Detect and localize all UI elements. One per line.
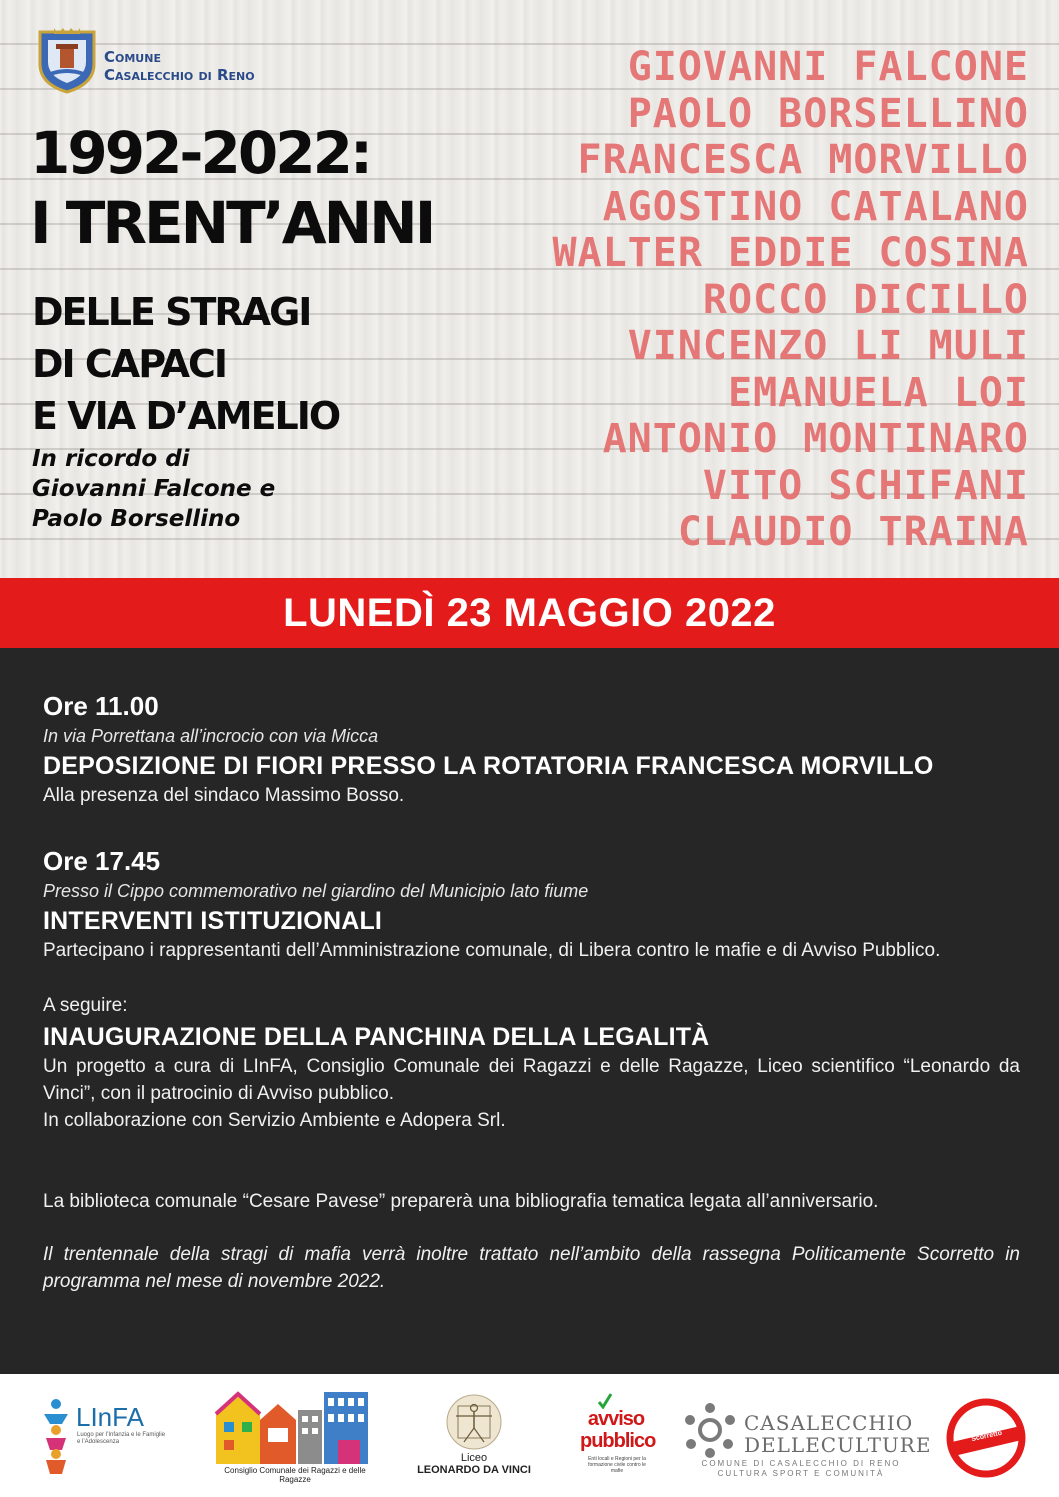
victim-name: GIOVANNI FALCONE xyxy=(627,44,1029,90)
ccr-caption: Consiglio Comunale dei Ragazzi e delle Ragazze xyxy=(224,1466,366,1484)
linfa-logo-text: LInFA xyxy=(76,1402,144,1432)
event1-description: Alla presenza del sindaco Massimo Bosso. xyxy=(43,785,405,806)
victim-name: PAOLO BORSELLINO xyxy=(627,90,1029,137)
casalecchio-subtitle xyxy=(694,1459,908,1479)
victim-name: EMANUELA LOI xyxy=(728,369,1029,416)
casalecchio-word: CASALECCHIO xyxy=(744,1411,914,1435)
casalecchio-sub1: COMUNE DI CASALECCHIO DI RENO xyxy=(701,1459,901,1468)
event1-title: DEPOSIZIONE DI FIORI PRESSO LA ROTATORIA FRANCESCA MORVILLO xyxy=(43,752,934,780)
title-years: 1992-2022: xyxy=(30,119,371,187)
linfa-figures-icon xyxy=(36,1396,76,1476)
event3-intro: A seguire: xyxy=(43,995,128,1016)
vitruvian-man-icon xyxy=(446,1394,502,1450)
program-section xyxy=(0,648,1059,1374)
victim-name: VINCENZO LI MULI xyxy=(627,323,1029,369)
politicamente-scorretto-label: Politicamente Scorretto xyxy=(962,1420,1009,1444)
event1-time: Ore 11.00 xyxy=(43,691,159,721)
subtitle xyxy=(32,286,339,442)
liceo-name: LEONARDO DA VINCI xyxy=(417,1464,531,1476)
event2-time: Ore 17.45 xyxy=(43,846,161,876)
casalecchio-culture-logo xyxy=(744,1412,931,1456)
victim-name: AGOSTINO CATALANO xyxy=(602,183,1029,230)
comune-line1: Comune xyxy=(104,48,161,66)
pubblico-word: pubblico xyxy=(580,1430,656,1452)
victim-names-list xyxy=(469,44,1029,556)
ricordo-line2: Giovanni Falcone e xyxy=(32,476,276,502)
victim-name: ANTONIO MONTINARO xyxy=(602,416,1029,462)
event3-description: Un progetto a cura di LInFA, Consiglio Comunale dei Ragazzi e delle Ragazze, Liceo scientifico “Leonardo da Vinci”, con il patrocinio di Avviso pubblico. xyxy=(43,1056,1020,1104)
casalecchio-sub2: CULTURA SPORT E COMUNITÀ xyxy=(717,1469,885,1478)
subtitle-line2: DI CAPACI xyxy=(32,342,227,386)
title-trentanni: I TRENT’ANNI xyxy=(30,189,434,257)
comune-line2: Casalecchio di Reno xyxy=(104,66,255,84)
linfa-subtitle: Luogo per l’Infanzia e le Famiglie e l’Adolescenza xyxy=(77,1432,166,1445)
avviso-check-icon xyxy=(598,1393,612,1409)
comune-crest-icon xyxy=(36,26,98,94)
poster-header xyxy=(0,0,1059,578)
biblioteca-note: La biblioteca comunale “Cesare Pavese” preparerà una bibliografia tematica legata all’anniversario. xyxy=(43,1191,879,1212)
victim-name: FRANCESCA MORVILLO xyxy=(577,137,1029,183)
event2-description: Partecipano i rappresentanti dell’Amministrazione comunale, di Libera contro le mafie e di Avviso Pubblico. xyxy=(43,940,941,961)
closing-note: Il trentennale della stragi di mafia verrà inoltre trattato nell’ambito della rassegna Politicamente Scorretto in programma nel mese di novembre 2022. xyxy=(43,1244,1020,1292)
delleculture-word: DELLECULTURE xyxy=(744,1433,932,1457)
comune-name xyxy=(104,48,255,84)
event2-title: INTERVENTI ISTITUZIONALI xyxy=(43,907,383,935)
subtitle-line3: E VIA D’AMELIO xyxy=(32,394,340,438)
victim-name: VITO SCHIFANI xyxy=(702,462,1029,509)
event1-place: In via Porrettana all’incrocio con via Micca xyxy=(43,726,379,746)
ricordo-line3: Paolo Borsellino xyxy=(32,506,241,532)
main-title xyxy=(30,118,433,258)
ccr-buildings-icon xyxy=(214,1390,376,1466)
victim-name: ROCCO DICILLO xyxy=(702,276,1029,323)
event2-place: Presso il Cippo commemorativo nel giardino del Municipio lato fiume xyxy=(43,881,589,901)
avviso-subtitle: Enti locali e Regioni per la formazione civile contro le mafie xyxy=(588,1456,646,1474)
victim-name: WALTER EDDIE COSINA xyxy=(552,230,1029,276)
liceo-label: Liceo xyxy=(460,1452,488,1464)
liceo-caption xyxy=(402,1452,546,1476)
program-content xyxy=(43,690,1020,1295)
event3-collaboration: In collaborazione con Servizio Ambiente e Adopera Srl. xyxy=(43,1110,506,1131)
ricordo-line1: In ricordo di xyxy=(32,446,190,472)
casalecchio-culture-icon xyxy=(682,1402,738,1458)
avviso-word: avviso xyxy=(587,1408,645,1430)
event3-title: INAUGURAZIONE DELLA PANCHINA DELLA LEGALITÀ xyxy=(43,1023,710,1051)
in-memory-text xyxy=(32,444,275,534)
date-banner: LUNEDÌ 23 MAGGIO 2022 xyxy=(0,578,1059,648)
victim-name: CLAUDIO TRAINA xyxy=(677,509,1029,555)
subtitle-line1: DELLE STRAGI xyxy=(32,290,311,334)
avviso-pubblico-logo xyxy=(580,1408,656,1452)
